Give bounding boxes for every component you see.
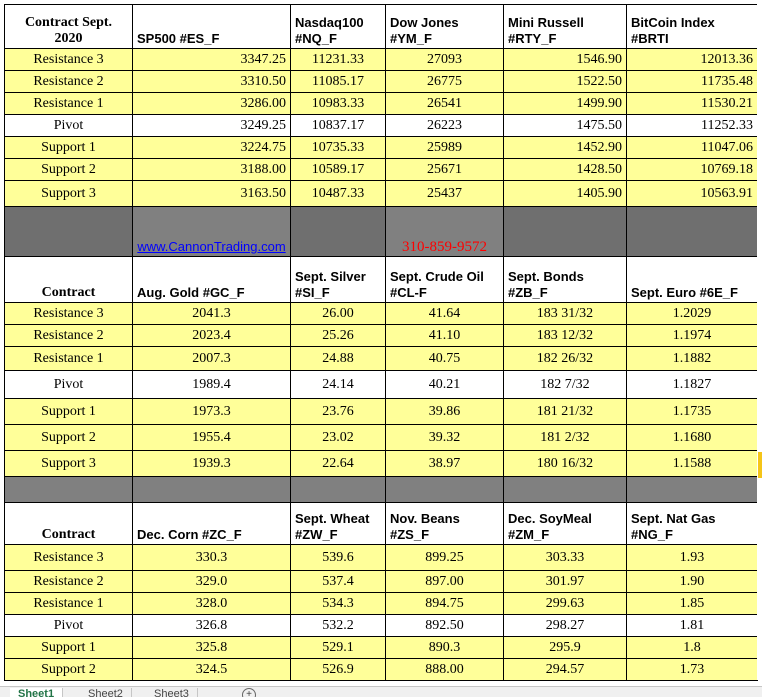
level-value[interactable]: 1475.50 — [504, 115, 627, 137]
table-row — [5, 571, 758, 593]
level-value[interactable]: 324.5 — [133, 659, 291, 681]
table-row — [5, 659, 758, 681]
level-value[interactable]: 295.9 — [504, 637, 627, 659]
level-value[interactable]: 294.57 — [504, 659, 627, 681]
level-label[interactable]: Support 1 — [5, 637, 133, 659]
level-label[interactable]: Support 1 — [5, 399, 133, 425]
level-value[interactable]: 38.97 — [386, 451, 504, 477]
grid-right-edge — [757, 0, 762, 680]
column-header[interactable]: SP500 #ES_F — [133, 5, 291, 49]
level-value[interactable]: 10563.91 — [627, 181, 758, 207]
header-row — [5, 257, 758, 303]
selection-marker — [758, 452, 762, 478]
column-header[interactable]: Dec. SoyMeal #ZM_F — [504, 503, 627, 545]
table-row — [5, 371, 758, 399]
level-value[interactable]: 40.21 — [386, 371, 504, 399]
header-row — [5, 503, 758, 545]
level-value[interactable]: 890.3 — [386, 637, 504, 659]
column-header[interactable]: Dec. Corn #ZC_F — [133, 503, 291, 545]
table-row — [5, 425, 758, 451]
table-row — [5, 615, 758, 637]
pivot-table — [4, 4, 758, 681]
level-value[interactable]: 3224.75 — [133, 137, 291, 159]
level-label[interactable]: Support 1 — [5, 137, 133, 159]
contract-header[interactable]: Contract Sept. 2020 — [5, 5, 133, 49]
level-value[interactable]: 1522.50 — [504, 71, 627, 93]
level-value[interactable]: 23.76 — [291, 399, 386, 425]
level-label[interactable]: Pivot — [5, 615, 133, 637]
level-value[interactable]: 301.97 — [504, 571, 627, 593]
level-value[interactable]: 1989.4 — [133, 371, 291, 399]
level-value[interactable]: 3286.00 — [133, 93, 291, 115]
separator-cell[interactable] — [5, 207, 133, 257]
level-value[interactable]: 1.1974 — [627, 325, 758, 347]
level-value[interactable]: 1.2029 — [627, 303, 758, 325]
separator-cell[interactable] — [504, 477, 627, 503]
level-value[interactable]: 182 7/32 — [504, 371, 627, 399]
level-value[interactable]: 526.9 — [291, 659, 386, 681]
level-value[interactable]: 1.85 — [627, 593, 758, 615]
level-label[interactable]: Resistance 3 — [5, 545, 133, 571]
sheet-tab-bar — [0, 686, 762, 697]
level-value[interactable]: 25437 — [386, 181, 504, 207]
column-header[interactable]: BitCoin Index #BRTI — [627, 5, 758, 49]
level-value[interactable]: 10589.17 — [291, 159, 386, 181]
column-header[interactable]: Nasdaq100 #NQ_F — [291, 5, 386, 49]
level-value[interactable]: 3310.50 — [133, 71, 291, 93]
level-value[interactable]: 10837.17 — [291, 115, 386, 137]
level-value[interactable]: 10983.33 — [291, 93, 386, 115]
level-value[interactable]: 41.10 — [386, 325, 504, 347]
separator-cell[interactable] — [627, 477, 758, 503]
separator-cell[interactable] — [291, 207, 386, 257]
level-label[interactable]: Support 2 — [5, 425, 133, 451]
level-value[interactable]: 299.63 — [504, 593, 627, 615]
level-value[interactable]: 41.64 — [386, 303, 504, 325]
level-value[interactable]: 2041.3 — [133, 303, 291, 325]
level-value[interactable]: 325.8 — [133, 637, 291, 659]
level-value[interactable]: 25989 — [386, 137, 504, 159]
level-value[interactable]: 534.3 — [291, 593, 386, 615]
website-link[interactable]: www.CannonTrading.com — [133, 207, 291, 257]
table-row — [5, 545, 758, 571]
level-value[interactable]: 2023.4 — [133, 325, 291, 347]
level-value[interactable]: 1405.90 — [504, 181, 627, 207]
level-label[interactable]: Pivot — [5, 115, 133, 137]
level-label[interactable]: Resistance 1 — [5, 347, 133, 371]
column-header[interactable]: Sept. Bonds #ZB_F — [504, 257, 627, 303]
level-value[interactable]: 26541 — [386, 93, 504, 115]
level-value[interactable]: 329.0 — [133, 571, 291, 593]
contract-header[interactable]: Contract — [5, 257, 133, 303]
level-value[interactable]: 39.86 — [386, 399, 504, 425]
level-value[interactable]: 3188.00 — [133, 159, 291, 181]
level-value[interactable]: 1.1827 — [627, 371, 758, 399]
level-label[interactable]: Pivot — [5, 371, 133, 399]
table-row — [5, 593, 758, 615]
level-label[interactable]: Resistance 1 — [5, 593, 133, 615]
separator-cell[interactable] — [5, 477, 133, 503]
level-value[interactable]: 1546.90 — [504, 49, 627, 71]
column-header[interactable]: Sept. Wheat #ZW_F — [291, 503, 386, 545]
level-value[interactable]: 10487.33 — [291, 181, 386, 207]
level-value[interactable]: 180 16/32 — [504, 451, 627, 477]
level-value[interactable]: 1452.90 — [504, 137, 627, 159]
level-value[interactable]: 888.00 — [386, 659, 504, 681]
table-row — [5, 325, 758, 347]
level-value[interactable]: 1.93 — [627, 545, 758, 571]
column-header[interactable]: Mini Russell #RTY_F — [504, 5, 627, 49]
tab-sheet1[interactable]: Sheet1 — [10, 688, 63, 697]
level-value[interactable]: 12013.36 — [627, 49, 758, 71]
level-value[interactable]: 1428.50 — [504, 159, 627, 181]
level-value[interactable]: 1.73 — [627, 659, 758, 681]
level-value[interactable]: 22.64 — [291, 451, 386, 477]
level-value[interactable]: 897.00 — [386, 571, 504, 593]
column-header[interactable]: Nov. Beans #ZS_F — [386, 503, 504, 545]
level-value[interactable]: 10769.18 — [627, 159, 758, 181]
level-value[interactable]: 529.1 — [291, 637, 386, 659]
level-value[interactable]: 539.6 — [291, 545, 386, 571]
level-value[interactable]: 298.27 — [504, 615, 627, 637]
table-row — [5, 637, 758, 659]
table-row — [5, 49, 758, 71]
separator-cell[interactable] — [133, 477, 291, 503]
level-value[interactable]: 1.1735 — [627, 399, 758, 425]
level-value[interactable]: 26775 — [386, 71, 504, 93]
level-value[interactable]: 11252.33 — [627, 115, 758, 137]
level-value[interactable]: 11231.33 — [291, 49, 386, 71]
level-label[interactable]: Resistance 2 — [5, 325, 133, 347]
level-value[interactable]: 24.14 — [291, 371, 386, 399]
level-value[interactable]: 183 12/32 — [504, 325, 627, 347]
level-value[interactable]: 532.2 — [291, 615, 386, 637]
level-value[interactable]: 326.8 — [133, 615, 291, 637]
table-row — [5, 347, 758, 371]
table-row — [5, 115, 758, 137]
table-row — [5, 137, 758, 159]
level-value[interactable]: 11047.06 — [627, 137, 758, 159]
level-value[interactable]: 25.26 — [291, 325, 386, 347]
column-header[interactable]: Dow Jones #YM_F — [386, 5, 504, 49]
level-value[interactable]: 899.25 — [386, 545, 504, 571]
level-value[interactable]: 330.3 — [133, 545, 291, 571]
level-value[interactable]: 181 21/32 — [504, 399, 627, 425]
level-value[interactable]: 328.0 — [133, 593, 291, 615]
column-header[interactable]: Sept. Euro #6E_F — [627, 257, 758, 303]
level-value[interactable]: 10735.33 — [291, 137, 386, 159]
tab-sheet2[interactable]: Sheet2 — [80, 688, 132, 697]
level-value[interactable]: 303.33 — [504, 545, 627, 571]
table-row — [5, 399, 758, 425]
level-value[interactable]: 1.1882 — [627, 347, 758, 371]
level-value[interactable]: 1.90 — [627, 571, 758, 593]
column-header[interactable]: Aug. Gold #GC_F — [133, 257, 291, 303]
separator-row — [5, 477, 758, 503]
level-value[interactable]: 537.4 — [291, 571, 386, 593]
separator-cell[interactable] — [386, 477, 504, 503]
column-header[interactable]: Sept. Silver #SI_F — [291, 257, 386, 303]
table-row — [5, 303, 758, 325]
table-row — [5, 71, 758, 93]
level-value[interactable]: 1939.3 — [133, 451, 291, 477]
level-label[interactable]: Resistance 3 — [5, 303, 133, 325]
level-label[interactable]: Support 2 — [5, 659, 133, 681]
level-value[interactable]: 2007.3 — [133, 347, 291, 371]
level-value[interactable]: 3249.25 — [133, 115, 291, 137]
column-header[interactable]: Sept. Crude Oil #CL-F — [386, 257, 504, 303]
level-label[interactable]: Support 3 — [5, 451, 133, 477]
level-value[interactable]: 23.02 — [291, 425, 386, 451]
table-row — [5, 93, 758, 115]
level-value[interactable]: 3163.50 — [133, 181, 291, 207]
tab-sheet3[interactable]: Sheet3 — [146, 688, 198, 697]
separator-cell[interactable] — [291, 477, 386, 503]
level-value[interactable]: 11735.48 — [627, 71, 758, 93]
level-value[interactable]: 1.81 — [627, 615, 758, 637]
level-value[interactable]: 1.8 — [627, 637, 758, 659]
level-label[interactable]: Resistance 2 — [5, 571, 133, 593]
level-value[interactable]: 25671 — [386, 159, 504, 181]
level-value[interactable]: 892.50 — [386, 615, 504, 637]
level-value[interactable]: 183 31/32 — [504, 303, 627, 325]
level-value[interactable]: 1.1680 — [627, 425, 758, 451]
level-value[interactable]: 1955.4 — [133, 425, 291, 451]
level-value[interactable]: 40.75 — [386, 347, 504, 371]
level-value[interactable]: 1973.3 — [133, 399, 291, 425]
level-value[interactable]: 1499.90 — [504, 93, 627, 115]
level-value[interactable]: 26.00 — [291, 303, 386, 325]
table-row — [5, 451, 758, 477]
level-value[interactable]: 24.88 — [291, 347, 386, 371]
contract-header[interactable]: Contract — [5, 503, 133, 545]
add-sheet-button[interactable]: + — [242, 688, 256, 697]
level-label[interactable]: Support 2 — [5, 159, 133, 181]
level-value[interactable]: 181 2/32 — [504, 425, 627, 451]
level-value[interactable]: 182 26/32 — [504, 347, 627, 371]
level-value[interactable]: 11530.21 — [627, 93, 758, 115]
table-row — [5, 159, 758, 181]
header-row — [5, 5, 758, 49]
separator-row — [5, 207, 758, 257]
table-row — [5, 181, 758, 207]
separator-cell[interactable] — [504, 207, 627, 257]
level-value[interactable]: 11085.17 — [291, 71, 386, 93]
level-value[interactable]: 3347.25 — [133, 49, 291, 71]
column-header[interactable]: Sept. Nat Gas #NG_F — [627, 503, 758, 545]
level-value[interactable]: 1.1588 — [627, 451, 758, 477]
level-value[interactable]: 27093 — [386, 49, 504, 71]
level-label[interactable]: Resistance 2 — [5, 71, 133, 93]
phone-number[interactable]: 310-859-9572 — [386, 207, 504, 257]
level-value[interactable]: 26223 — [386, 115, 504, 137]
separator-cell[interactable] — [627, 207, 758, 257]
level-value[interactable]: 39.32 — [386, 425, 504, 451]
level-value[interactable]: 894.75 — [386, 593, 504, 615]
level-label[interactable]: Support 3 — [5, 181, 133, 207]
level-label[interactable]: Resistance 3 — [5, 49, 133, 71]
level-label[interactable]: Resistance 1 — [5, 93, 133, 115]
